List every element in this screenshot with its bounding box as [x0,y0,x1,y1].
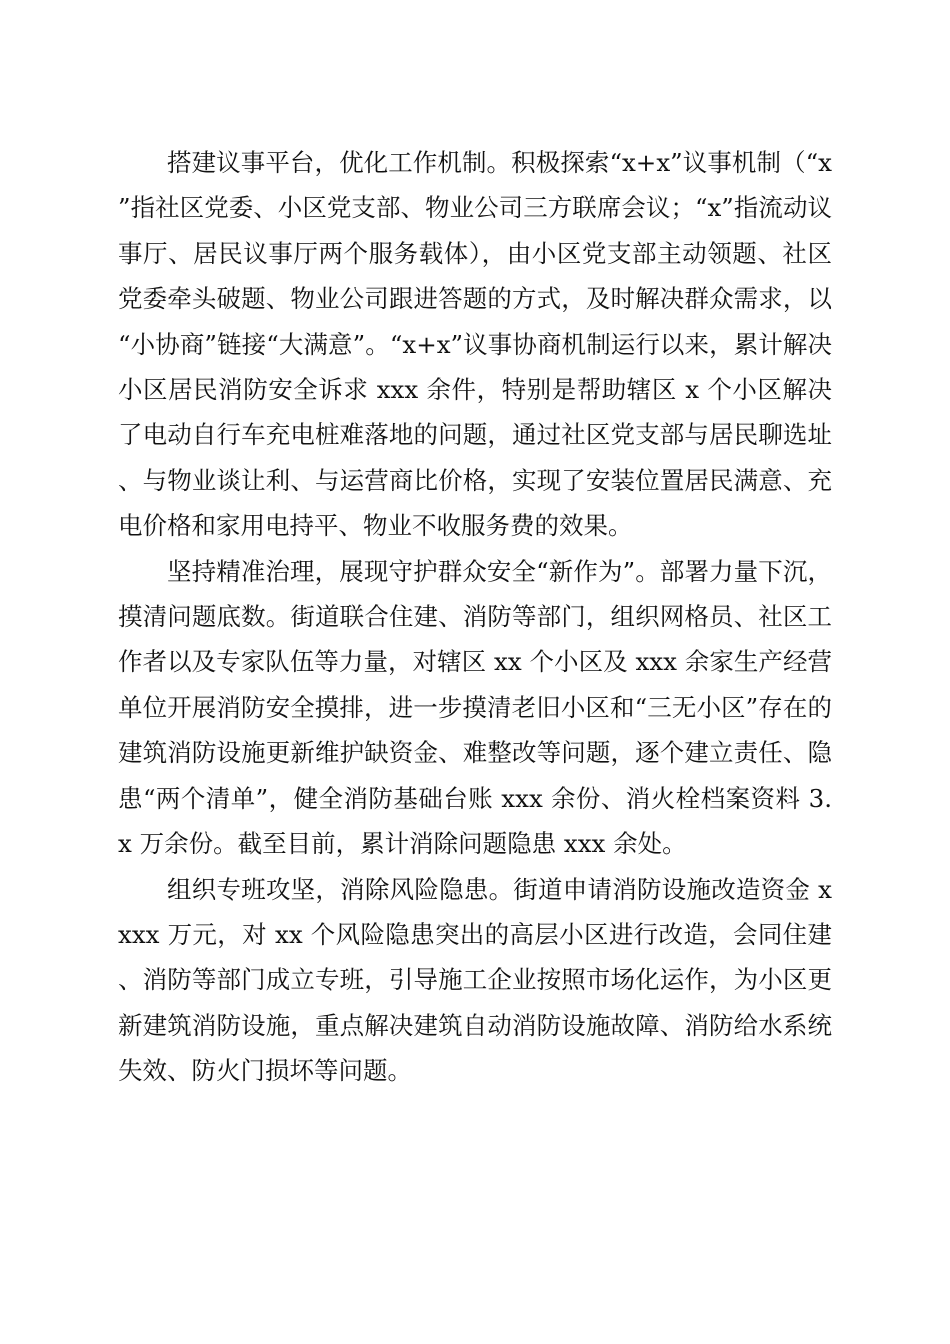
paragraph-platform-mechanism: 搭建议事平台，优化工作机制。积极探索“x+x”议事机制（“x”指社区党委、小区党支部、物业公司三方联席会议；“x”指流动议事厅、居民议事厅两个服务载体），由小区党支部主动领题、社区党委牵头破题、物业公司跟进答题的方式，及时解决群众需求，以“小协商”链接“大满意”。“x+x”议事协商机制运行以来，累计解决小区居民消防安全诉求 xxx 余件，特别是帮助辖区 x 个小区解决了电动自行车充电桩难落地的问题，通过社区党支部与居民聊选址、与物业谈让利、与运营商比价格，实现了安装位置居民满意、充电价格和家用电持平、物业不收服务费的效果。 [118,148,832,541]
paragraph-special-task-force: 组织专班攻坚，消除风险隐患。街道申请消防设施改造资金 xxxx 万元，对 xx 个风险隐患突出的高层小区进行改造，会同住建、消防等部门成立专班，引导施工企业按照市场化运作，为小区更新建筑消防设施，重点解决建筑自动消防设施故障、消防给水系统失效、防火门损坏等问题。 [118,874,832,1086]
paragraph-precise-governance: 坚持精准治理，展现守护群众安全“新作为”。部署力量下沉，摸清问题底数。街道联合住建、消防等部门，组织网格员、社区工作者以及专家队伍等力量，对辖区 xx 个小区及 xxx 余家生产经营单位开展消防安全摸排，进一步摸清老旧小区和“三无小区”存在的建筑消防设施更新维护缺资金、难整改等问题，逐个建立责任、隐患“两个清单”，健全消防基础台账 xxx 余份、消火栓档案资料 3.x 万余份。截至目前，累计消除问题隐患 xxx 余处。 [118,556,832,859]
document-body [118,140,832,1094]
